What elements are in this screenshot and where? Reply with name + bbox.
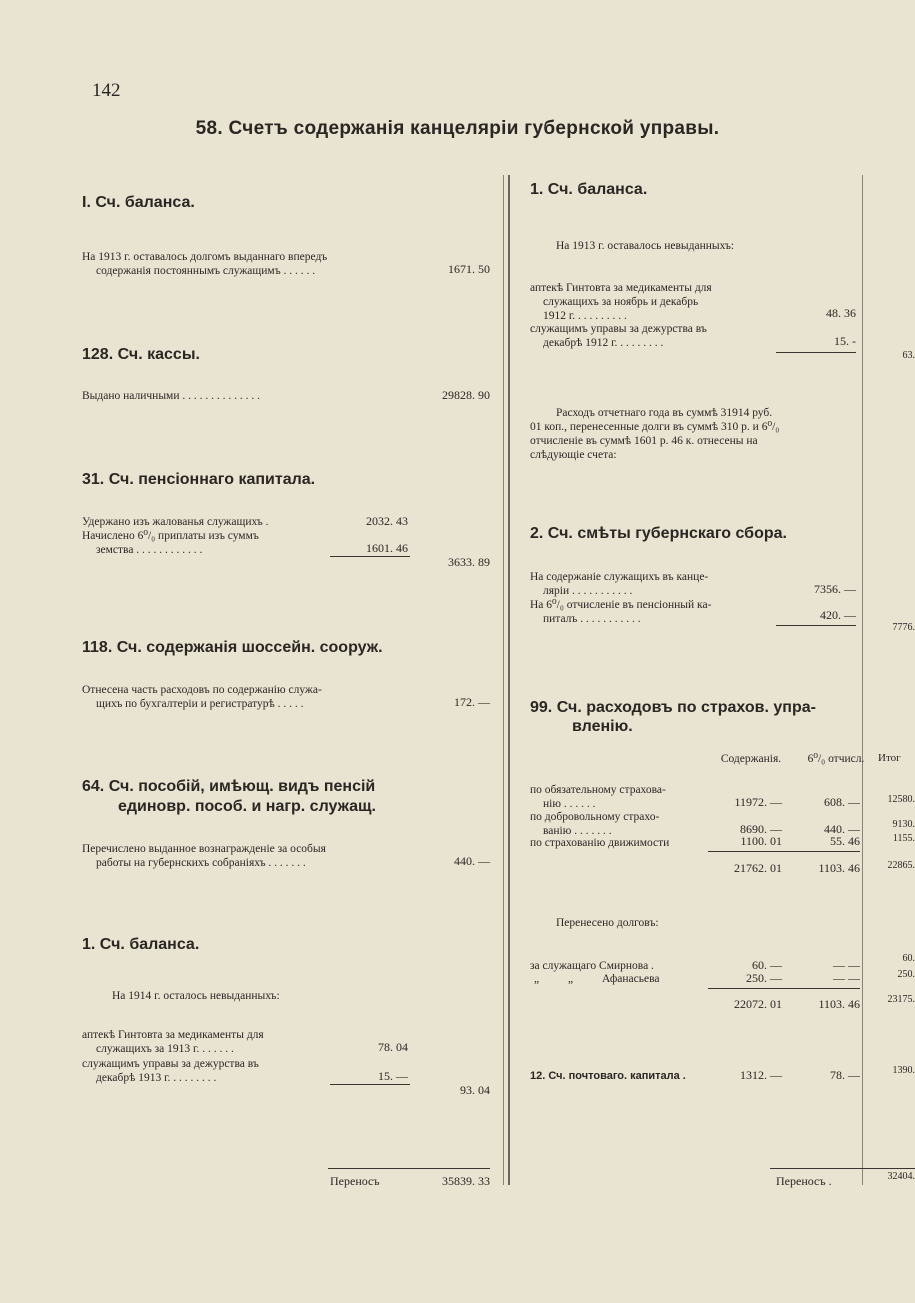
table-cell: 250. — [897, 969, 915, 980]
entry-total: 63. — [902, 350, 915, 361]
table-cell: 250. — — [746, 971, 782, 985]
center-divider-inner — [503, 175, 504, 1185]
entry-total: 93. 04 — [460, 1083, 490, 1097]
entry-text: декабрѣ 1913 г. . . . . . . . . — [96, 1072, 217, 1084]
table-sum: 22072. 01 — [734, 997, 782, 1011]
entry-text: На 1913 г. оставалось невыданныхъ: — [556, 240, 735, 252]
carry-value: 35839. 33 — [442, 1174, 490, 1188]
entry-amount: 15. - — [834, 334, 856, 348]
entry-text: На 1914 г. осталось невыданныхъ: — [112, 990, 280, 1002]
sum-rule — [330, 556, 410, 557]
table-sum: 23175. — [887, 994, 915, 1005]
section-header: 118. Сч. содержанія шоссейн. сооруж. — [82, 639, 383, 656]
entry-text: На содержаніе служащихъ въ канце- — [530, 571, 709, 583]
entry-text: Отнесена часть расходовъ по содержанію служа- — [82, 684, 322, 696]
table-cell: 608. — — [824, 795, 860, 809]
entry-text: Перенесено долговъ: — [556, 917, 659, 929]
entry-total: 3633. 89 — [448, 555, 490, 569]
entry-text: Перечислено выданное вознагражденіе за особыя — [82, 843, 326, 855]
table-cell: 78. — — [830, 1068, 860, 1082]
table-row-label: по обязательному страхова- — [530, 784, 666, 796]
carry-rule — [328, 1168, 490, 1169]
column-header-deduction: 6⁰/₀ отчисл. — [807, 753, 865, 765]
sum-rule — [776, 625, 856, 626]
section-header: вленію. — [572, 718, 633, 735]
table-cell: 60. — [902, 953, 915, 964]
table-cell: 1390. — [892, 1065, 915, 1076]
entry-text: служащихъ за ноябрь и декабрь — [543, 296, 699, 308]
table-cell: 9130. — [892, 819, 915, 830]
entry-total: 7776. — [892, 622, 915, 633]
entry-text: декабрѣ 1912 г. . . . . . . . . — [543, 337, 664, 349]
entry-text: содержанія постояннымъ служащимъ . . . . . . — [96, 265, 316, 277]
entry-amount: 48. 36 — [826, 306, 856, 320]
entry-text: Начислено 6⁰/₀ приплаты изъ суммъ — [82, 530, 259, 542]
table-row-label: „ „ Афанасьева — [534, 973, 660, 985]
section-header: 2. Сч. смѣты губернскаго сбора. — [530, 525, 787, 542]
table-cell: 1312. — — [740, 1068, 782, 1082]
entry-text: Удержано изъ жалованья служащихъ . — [82, 516, 269, 528]
sum-rule — [708, 851, 860, 852]
column-header-salary: Содержанія. — [720, 753, 782, 765]
entry-text: 1912 г. . . . . . . . . . — [543, 310, 627, 322]
entry-text: ляріи . . . . . . . . . . . — [543, 585, 633, 597]
section-header: 1. Сч. баланса. — [530, 181, 648, 198]
table-row-label: нію . . . . . . — [543, 798, 596, 810]
carry-rule — [770, 1168, 915, 1169]
table-cell: 1100. 01 — [740, 834, 782, 848]
entry-text: Выдано наличными . . . . . . . . . . . . . . — [82, 390, 260, 402]
table-sum: 21762. 01 — [734, 861, 782, 875]
entry-amount: 15. — — [378, 1069, 408, 1083]
table-row-label: по страхованію движимости — [530, 837, 670, 849]
entry-text: питалъ . . . . . . . . . . . — [543, 613, 641, 625]
carry-label: Переносъ . — [776, 1174, 832, 1188]
table-sum: 1103. 46 — [818, 861, 860, 875]
table-cell: 1155. — [892, 833, 915, 844]
entry-amount: 172. — — [454, 695, 490, 709]
column-header-total: Итог — [878, 752, 901, 764]
entry-amount: 7356. — — [814, 582, 856, 596]
section-header: 99. Сч. расходовъ по страхов. упра- — [530, 699, 816, 716]
table-sum: 1103. 46 — [818, 997, 860, 1011]
entry-text: На 6⁰/₀ отчисленіе въ пенсіонный ка- — [530, 599, 712, 611]
section-header: единовр. пособ. и нагр. служащ. — [118, 798, 376, 815]
entry-text: работы на губернскихъ собраніяхъ . . . . . . . — [96, 857, 306, 869]
page-title: 58. Счетъ содержанія канцеляріи губернской управы. — [195, 118, 720, 139]
carry-value: 32404. — [887, 1171, 915, 1182]
carry-label: Переносъ — [330, 1174, 380, 1188]
section-header: 128. Сч. кассы. — [82, 346, 200, 363]
entry-text: служащимъ управы за дежурства въ — [530, 323, 707, 335]
note-text: слѣдующіе счета: — [530, 449, 617, 461]
entry-amount: 78. 04 — [378, 1040, 408, 1054]
table-cell: — — — [833, 971, 860, 985]
section-header: 12. Сч. почтоваго. капитала . — [530, 1070, 686, 1082]
table-cell: — — — [833, 958, 860, 972]
entry-text: служащимъ управы за дежурства въ — [82, 1058, 259, 1070]
sum-rule — [776, 352, 856, 353]
sum-rule — [708, 988, 860, 989]
sum-rule — [330, 1084, 410, 1085]
table-cell: 440. — — [824, 822, 860, 836]
section-header: 31. Сч. пенсіоннаго капитала. — [82, 471, 316, 488]
entry-amount: 1601. 46 — [366, 541, 408, 555]
entry-text: служащихъ за 1913 г. . . . . . . — [96, 1043, 234, 1055]
section-header: I. Сч. баланса. — [82, 194, 195, 211]
entry-text: На 1913 г. оставалось долгомъ выданнаго впередъ — [82, 251, 328, 263]
section-header: 64. Сч. пособій, имѣющ. видъ пенсій — [82, 778, 376, 795]
table-row-label: за служащаго Смирнова . — [530, 960, 654, 972]
table-cell: 8690. — — [740, 822, 782, 836]
entry-text: аптекѣ Гинтовта за медикаменты для — [530, 282, 712, 294]
note-text: Расходъ отчетнаго года въ суммѣ 31914 руб. — [556, 407, 773, 419]
table-cell: 55. 46 — [830, 834, 860, 848]
center-divider — [508, 175, 510, 1185]
note-text: отчисленіе въ суммѣ 1601 р. 46 к. отнесены на — [530, 435, 758, 447]
entry-amount: 420. — — [820, 608, 856, 622]
note-text: 01 коп., перенесенные долги въ суммѣ 310 р. и 6⁰/₀ — [530, 421, 780, 433]
table-cell: 12580. — [887, 794, 915, 805]
right-edge-rule — [862, 175, 863, 1185]
entry-amount: 1671. 50 — [448, 262, 490, 276]
entry-text: земства . . . . . . . . . . . . — [96, 544, 203, 556]
page-number: 142 — [92, 80, 121, 101]
table-cell: 11972. — — [734, 795, 782, 809]
section-header: 1. Сч. баланса. — [82, 936, 200, 953]
entry-text: щихъ по бухгалтеріи и регистратурѣ . . . . . — [96, 698, 304, 710]
table-row-label: по добровольному страхо- — [530, 811, 660, 823]
table-row-label: ванію . . . . . . . — [543, 825, 612, 837]
entry-amount: 29828. 90 — [442, 388, 490, 402]
entry-amount: 440. — — [454, 854, 490, 868]
entry-text: аптекѣ Гинтовта за медикаменты для — [82, 1029, 264, 1041]
entry-amount: 2032. 43 — [366, 514, 408, 528]
table-sum: 22865. — [887, 860, 915, 871]
table-cell: 60. — — [752, 958, 782, 972]
